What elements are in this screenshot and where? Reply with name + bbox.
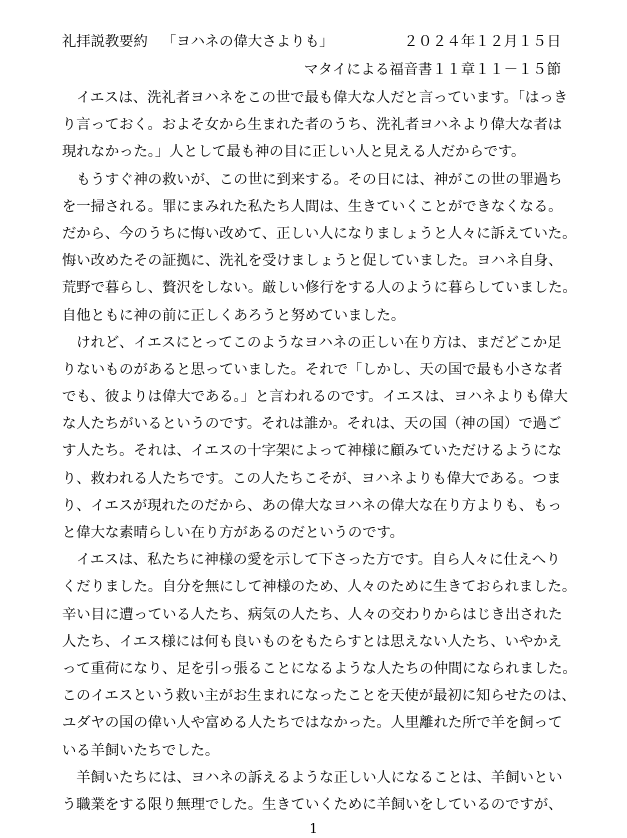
text-line: 荒野で暮らし、贅沢をしない。厳しい修行をする人のように暮らしていました。	[62, 280, 577, 297]
text-line: 人たち、イエス様には何も良いものをもたらすとは思えない人たち、いやかえ	[62, 633, 562, 650]
paragraph-2	[62, 167, 592, 330]
text-line: りないものがあると思っていました。それで「しかし、天の国で最も小さな者	[62, 361, 563, 378]
text-line: 羊飼いたちには、ヨハネの訴えるような正しい人になることは、羊飼いとい	[76, 769, 563, 786]
text-line: イエスは、洗礼者ヨハネをこの世で最も偉大な人だと言っています。「はっき	[76, 90, 568, 106]
sermon-date: ２０２４年１２月１５日	[403, 34, 561, 50]
page-number: 1	[309, 822, 318, 837]
text-line: す人たち。それは、イエスの十字架によって神様に顧みていただけるようにな	[62, 443, 562, 460]
text-line: もうすぐ神の救いが、この世に到来する。その日には、神がこの世の罪過ち	[76, 171, 563, 188]
sermon-title: 「ヨハネの偉大さよりも」	[162, 34, 334, 50]
text-line: を一掃される。罪にまみれた私たち人間は、生きていくことができなくなる。	[62, 198, 563, 215]
text-line: 辛い目に遭っている人たち、病気の人たち、人々の交わりからはじき出された	[62, 606, 563, 623]
text-line: イエスは、私たちに神様の愛を示して下さった方です。自ら人々に仕えへり	[76, 552, 561, 569]
text-line: う職業をする限り無理でした。生きていくために羊飼いをしているのですが、	[62, 796, 563, 813]
text-line: くだりました。自分を無にして神様のため、人々のために生きておられました。	[62, 579, 577, 596]
text-line: って重荷になり、足を引っ張ることになるような人たちの仲間になられました。	[62, 660, 577, 677]
text-line: な人たちがいるというのです。それは誰か。それは、天の国（神の国）で過ご	[62, 416, 562, 433]
paragraph-3	[62, 330, 592, 548]
text-line: このイエスという救い主がお生まれになったことを天使が最初に知らせたのは、	[62, 688, 576, 705]
document-type-label: 礼拝説教要約	[62, 34, 148, 50]
text-line: だから、今のうちに悔い改めて、正しい人になりましょうと人々に訴えていた。	[62, 225, 577, 242]
paragraph-5	[62, 765, 592, 819]
text-line: と偉大な素晴らしい在り方があるのだというのです。	[62, 525, 404, 541]
text-line: でも、彼よりは偉大である。」と言われるのです。イエスは、ヨハネよりも偉大	[62, 389, 568, 406]
text-line: 悔い改めたその証拠に、洗礼を受けましょうと促していました。ヨハネ自身、	[62, 253, 563, 270]
text-line: り、イエスが現れたのだから、あの偉大なヨハネの偉大な在り方よりも、もっ	[62, 497, 562, 514]
text-line: けれど、イエスにとってこのようなヨハネの正しい在り方は、まだどこか足	[76, 334, 562, 351]
text-line: いる羊飼いたちでした。	[62, 742, 220, 759]
text-line: り言っておく。およそ女から生まれた者のうち、洗礼者ヨハネより偉大な者は	[62, 117, 563, 134]
paragraph-4	[62, 547, 592, 765]
text-line: り、救われる人たちです。この人たちこそが、ヨハネよりも偉大である。つま	[62, 470, 562, 487]
text-line: 自他ともに神の前に正しくあろうと努めていました。	[62, 307, 406, 324]
sermon-body	[62, 85, 592, 819]
scripture-reference: マタイによる福音書１１章１１－１５節	[303, 62, 561, 78]
text-line: ユダヤの国の偉い人や富める人たちではなかった。人里離れた所で羊を飼って	[62, 715, 563, 732]
paragraph-1	[62, 85, 592, 167]
text-line: 現れなかった。」人として最も神の目に正しい人と見える人だからです。	[62, 144, 526, 161]
